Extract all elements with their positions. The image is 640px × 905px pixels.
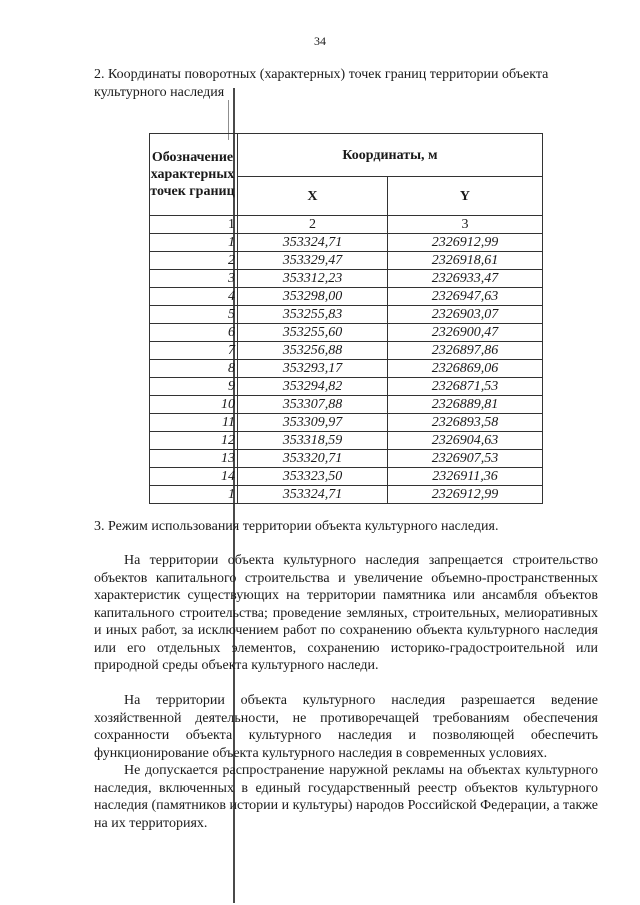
y-cell: 2326947,63: [387, 288, 542, 306]
x-cell: 353255,60: [237, 324, 387, 342]
y-cell: 2326900,47: [387, 324, 542, 342]
table-row: [150, 450, 543, 468]
table-row: [150, 252, 543, 270]
y-cell: 2326889,81: [387, 396, 542, 414]
column-number-cell: 2: [237, 216, 387, 234]
x-cell: 353298,00: [237, 288, 387, 306]
x-cell: 353318,59: [237, 432, 387, 450]
column-number-cell: 1: [150, 216, 238, 234]
table-row: [150, 432, 543, 450]
point-cell: 7: [150, 342, 238, 360]
y-cell: 2326918,61: [387, 252, 542, 270]
paragraph-advertising: Не допускается распространение наружной рекламы на объектах культурного наследия, включенных в единый государственный реестр объектов культурного наследия (памятников истории и культуры) народов Российской Федерации, а также на их территориях.: [94, 763, 598, 831]
x-cell: 353256,88: [237, 342, 387, 360]
column-number-row: [150, 216, 543, 234]
point-cell: 13: [150, 450, 238, 468]
column-number-cell: 3: [387, 216, 542, 234]
y-cell: 2326911,36: [387, 468, 542, 486]
point-cell: 3: [150, 270, 238, 288]
table-row: [150, 378, 543, 396]
point-cell: 14: [150, 468, 238, 486]
page-number: 34: [314, 34, 326, 48]
point-cell: 8: [150, 360, 238, 378]
point-cell: 4: [150, 288, 238, 306]
point-cell: 1: [150, 486, 238, 504]
point-cell: 9: [150, 378, 238, 396]
x-cell: 353312,23: [237, 270, 387, 288]
table-row: [150, 396, 543, 414]
paragraph-prohibitions: На территории объекта культурного наследия запрещается строительство объектов капитального строительства и увеличение объемно-пространственных характеристик существующих на территории памятника или ансамбля объектов капитального строительства; проведение земляных, строительных, мелиоративных и иных работ, за исключением работ по сохранению объекта культурного наследия или его отдельных элементов, сохранению историко-градостроительной или природной среды объекта культурного наследи.: [94, 553, 598, 673]
point-cell: 1: [150, 234, 238, 252]
table-row: [150, 234, 543, 252]
table-row: [150, 288, 543, 306]
y-cell: 2326904,63: [387, 432, 542, 450]
x-cell: 353309,97: [237, 414, 387, 432]
y-cell: 2326893,58: [387, 414, 542, 432]
x-cell: 353293,17: [237, 360, 387, 378]
paragraph-permissions: На территории объекта культурного наследия разрешается ведение хозяйственной деятельности, не противоречащей требованиям обеспечения сохранности объекта культурного наследия и позволяющей обеспечить функционирование объекта культурного наследия в современных условиях.: [94, 693, 598, 761]
section-2-heading: 2. Координаты поворотных (характерных) точек границ территории объекта культурного наследия: [94, 67, 549, 100]
table-row: [150, 414, 543, 432]
header-x: X: [237, 177, 387, 216]
y-cell: 2326903,07: [387, 306, 542, 324]
table-row: [150, 342, 543, 360]
point-cell: 2: [150, 252, 238, 270]
y-cell: 2326912,99: [387, 486, 542, 504]
point-cell: 6: [150, 324, 238, 342]
table-row: [150, 486, 543, 504]
y-cell: 2326933,47: [387, 270, 542, 288]
table-row: [150, 306, 543, 324]
x-cell: 353307,88: [237, 396, 387, 414]
header-point: Обозначение характерных точек границ: [150, 134, 238, 216]
point-cell: 11: [150, 414, 238, 432]
table-row: [150, 324, 543, 342]
header-coordinates: Координаты, м: [237, 134, 542, 177]
point-cell: 5: [150, 306, 238, 324]
table-row: [150, 360, 543, 378]
y-cell: 2326871,53: [387, 378, 542, 396]
section-3-heading: 3. Режим использования территории объекта культурного наследия.: [94, 519, 499, 534]
x-cell: 353324,71: [237, 486, 387, 504]
y-cell: 2326869,06: [387, 360, 542, 378]
x-cell: 353324,71: [237, 234, 387, 252]
header-y: Y: [387, 177, 542, 216]
table-row: [150, 270, 543, 288]
x-cell: 353329,47: [237, 252, 387, 270]
x-cell: 353323,50: [237, 468, 387, 486]
point-cell: 10: [150, 396, 238, 414]
table-row: [150, 468, 543, 486]
x-cell: 353320,71: [237, 450, 387, 468]
y-cell: 2326912,99: [387, 234, 542, 252]
y-cell: 2326907,53: [387, 450, 542, 468]
x-cell: 353294,82: [237, 378, 387, 396]
point-cell: 12: [150, 432, 238, 450]
x-cell: 353255,83: [237, 306, 387, 324]
y-cell: 2326897,86: [387, 342, 542, 360]
coordinates-table: [149, 133, 543, 504]
